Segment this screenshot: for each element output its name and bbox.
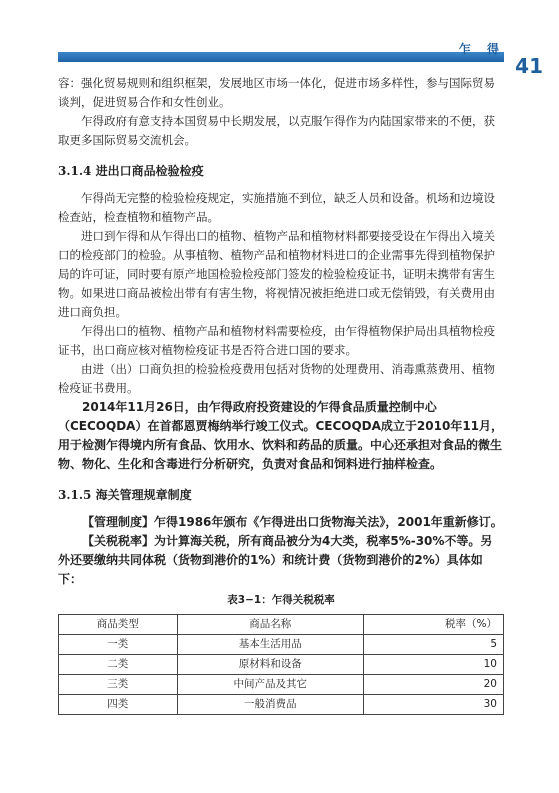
paragraph: 乍得出口的植物、植物产品和植物材料需要检疫，由乍得植物保护局出具植物检疫证书，出口商应核对植物检疫证书是否符合进口国的要求。 — [58, 324, 495, 357]
column-header: 商品类型 — [59, 615, 178, 635]
paragraph: 2014年11月26日，由乍得政府投资建设的乍得食品质量控制中心（CECOQDA）在首都恩贾梅纳举行竣工仪式。CECOQDA成立于2010年11月，用于检测乍得境内所有食品、饮用水、饮料和药品的质量。中心还承担对食品的微生物、物化、生化和含毒进行分析研究，负责对食品和饲料进行抽样检查。 — [58, 400, 504, 471]
paragraph: 乍得政府有意支持本国贸易中长期发展，以克服乍得作为内陆国家带来的不便，获取更多国际贸易交流机会。 — [58, 114, 495, 147]
page-number: 41 — [515, 54, 543, 78]
paragraph: 容：强化贸易规则和组织框架，发展地区市场一体化，促进市场多样性，参与国际贸易谈判，促进贸易合作和女性创业。 — [58, 76, 495, 109]
table-header-row — [59, 615, 504, 635]
tariff-table — [58, 614, 504, 715]
table-cell: 20 — [363, 675, 503, 695]
header-band — [58, 52, 504, 62]
running-header-title: 乍 得 — [458, 42, 505, 56]
table-row — [59, 655, 504, 675]
table-row — [59, 675, 504, 695]
table-cell: 一般消费品 — [177, 695, 363, 715]
table-row — [59, 635, 504, 655]
table-cell: 一类 — [59, 635, 178, 655]
table-row — [59, 695, 504, 715]
table-cell: 原材料和设备 — [177, 655, 363, 675]
table-cell: 30 — [363, 695, 503, 715]
paragraph: 进口到乍得和从乍得出口的植物、植物产品和植物材料都要接受设在乍得出入境关口的检疫部门的检验。从事植物、植物产品和植物材料进口的企业需事先得到植物保护局的许可证，同时要有原产地国检验检疫部门签发的检验检疫证书，证明未携带有害生物。如果进口商品被检出带有有害生物，将视情况被拒绝进口或无偿销毁，有关费用由进口商负担。 — [58, 229, 495, 319]
column-header: 税率（%） — [363, 615, 503, 635]
table-cell: 基本生活用品 — [177, 635, 363, 655]
section-heading: 3.1.4 进出口商品检验检疫 — [58, 164, 204, 178]
table-cell: 二类 — [59, 655, 178, 675]
paragraph: 【关税税率】为计算海关税，所有商品被分为4大类，税率5%-30%不等。另外还要缴纳共同体税（货物到港价的1%）和统计费（货物到港价的2%）具体如下： — [58, 534, 493, 586]
paragraph: 由进（出）口商负担的检验检疫费用包括对货物的处理费用、消毒熏蒸费用、植物检疫证书费用。 — [58, 362, 495, 395]
table-cell: 5 — [363, 635, 503, 655]
page-content — [58, 74, 504, 715]
paragraph: 乍得尚无完整的检验检疫规定，实施措施不到位，缺乏人员和设备。机场和边境设检查站，检查植物和植物产品。 — [58, 191, 495, 224]
column-header: 商品名称 — [177, 615, 363, 635]
paragraph: 【管理制度】乍得1986年颁布《乍得进出口货物海关法》，2001年重新修订。 — [82, 515, 503, 529]
table-cell: 中间产品及其它 — [177, 675, 363, 695]
table-caption: 表3−1：乍得关税税率 — [227, 594, 335, 606]
table-cell: 10 — [363, 655, 503, 675]
table-cell: 四类 — [59, 695, 178, 715]
table-cell: 三类 — [59, 675, 178, 695]
section-heading: 3.1.5 海关管理规章制度 — [58, 488, 192, 502]
